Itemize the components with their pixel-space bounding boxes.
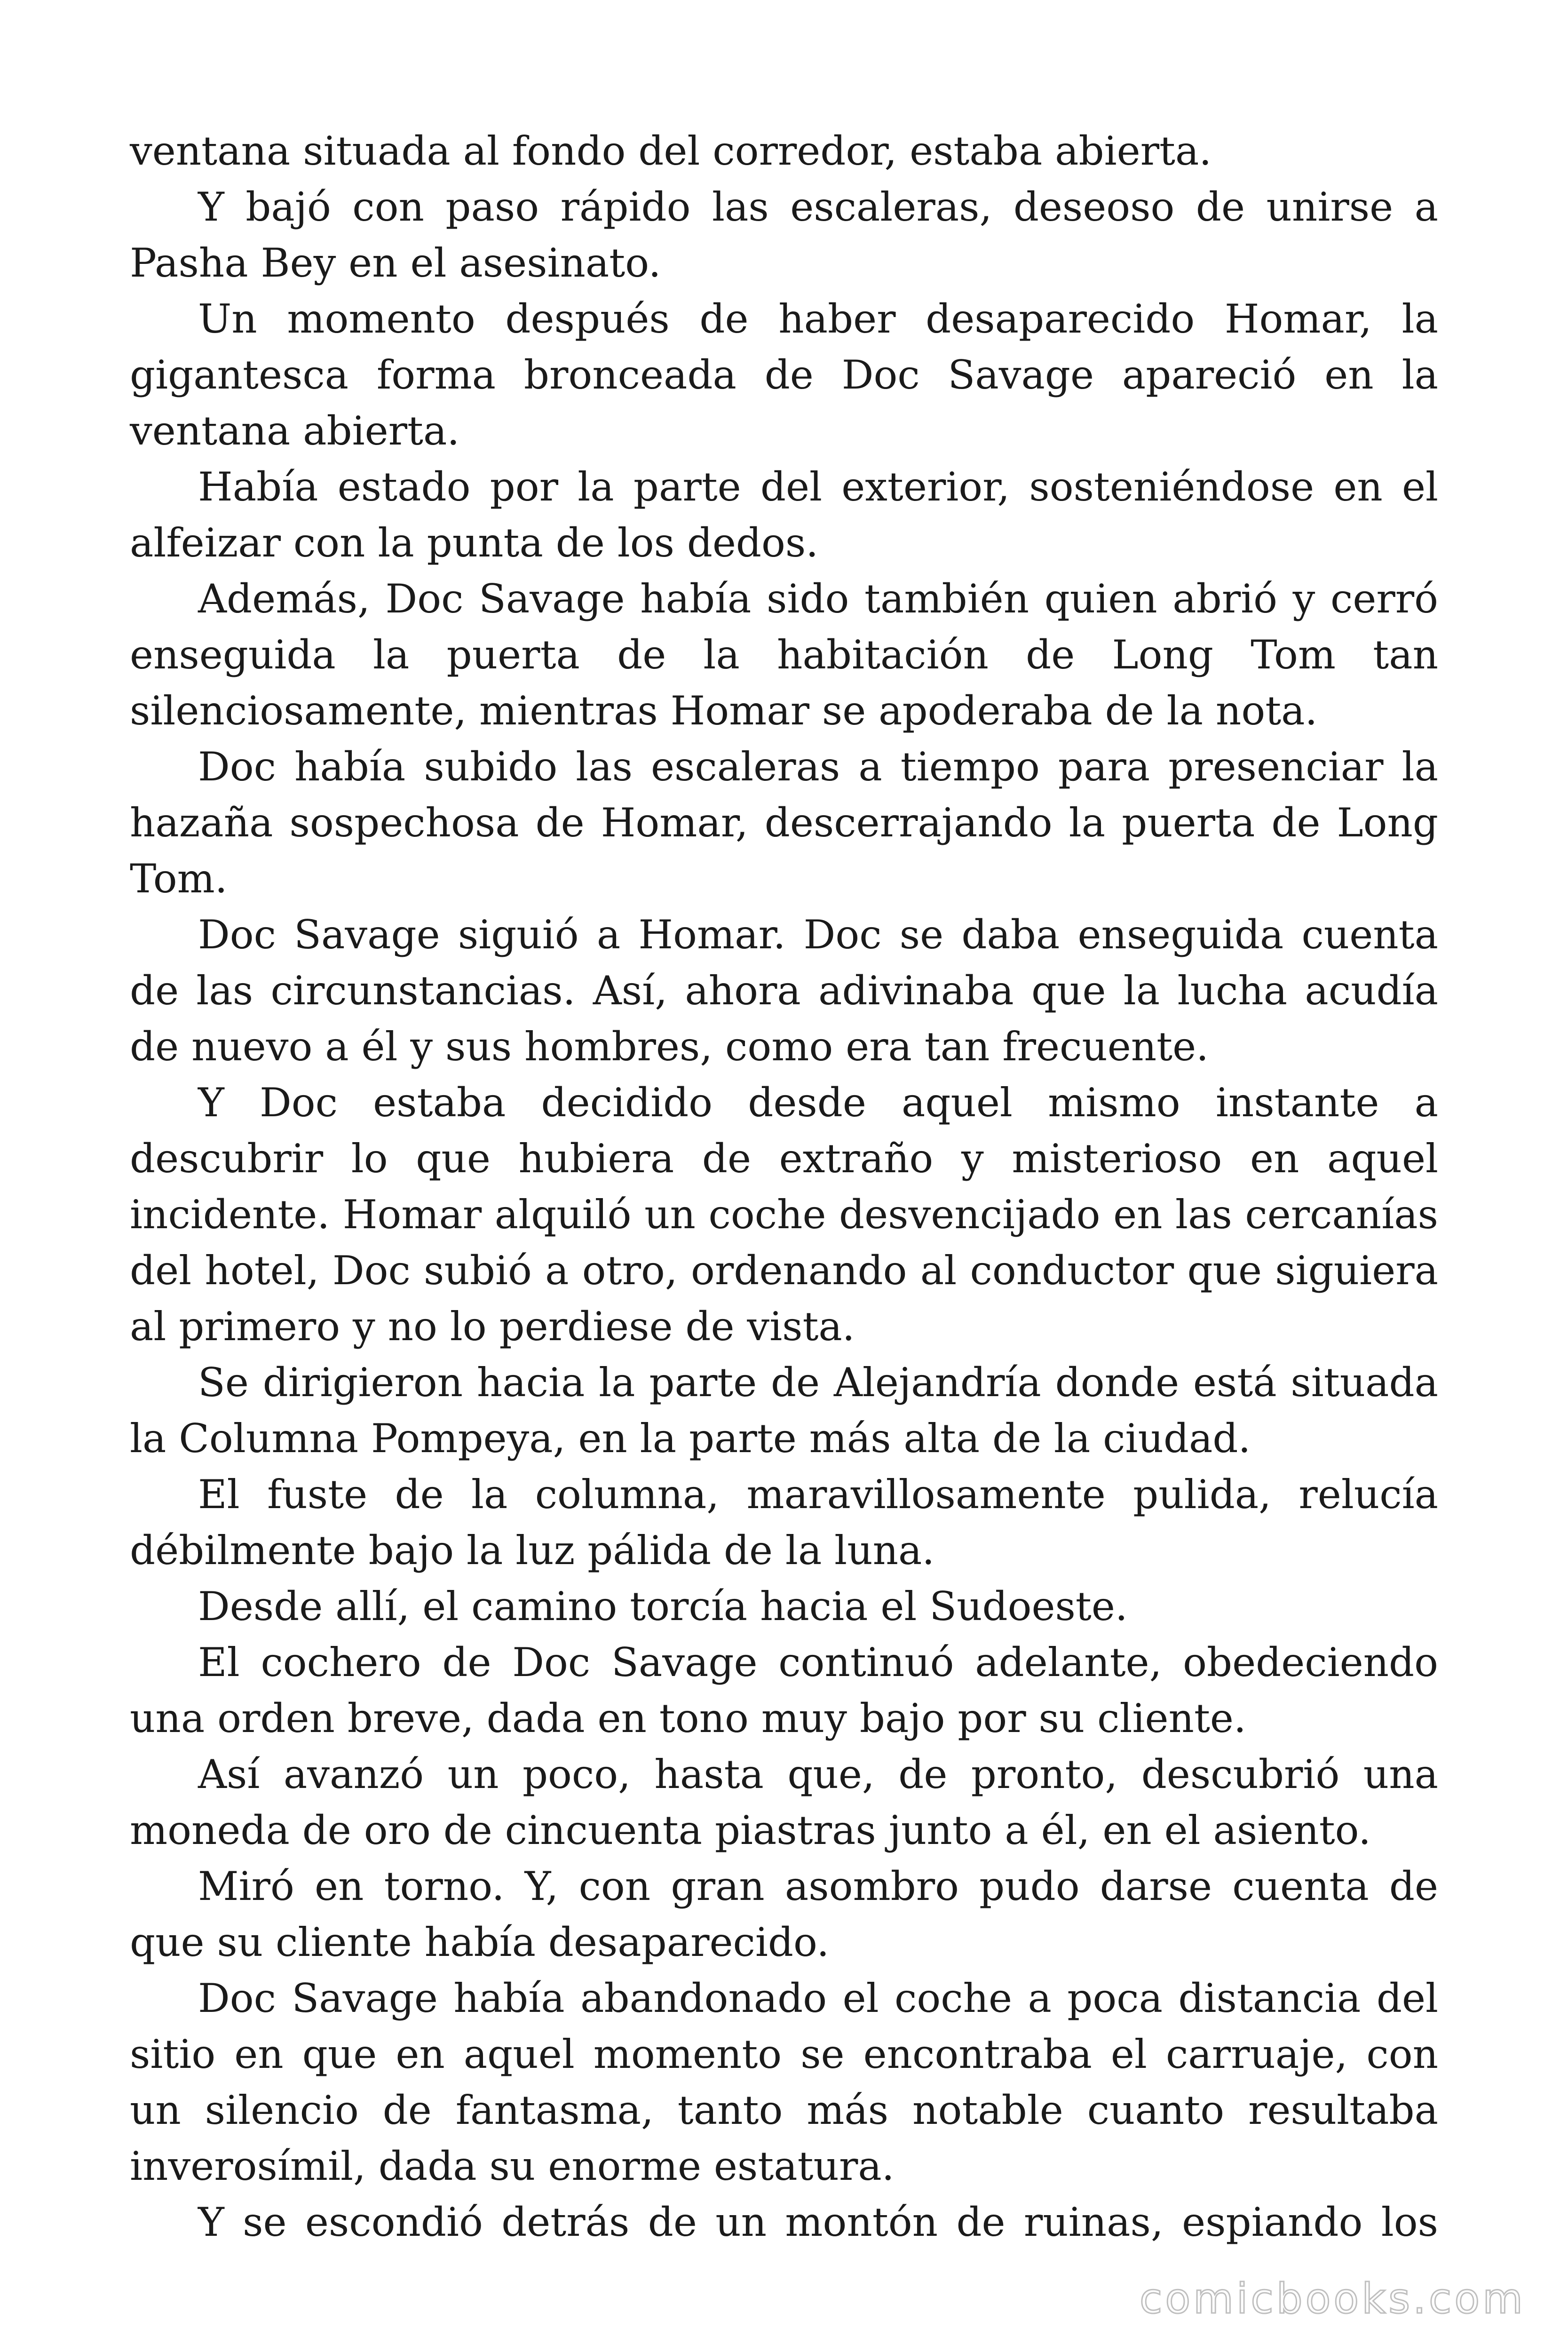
paragraph: Doc había subido las escaleras a tiempo para presenciar la hazaña sospechosa de Homar, descerrajando la puerta de Long Tom.: [130, 744, 1438, 902]
paragraph: Desde allí, el camino torcía hacia el Sudoeste.: [198, 1583, 1128, 1629]
paragraph: El cochero de Doc Savage continuó adelante, obedeciendo una orden breve, dada en tono muy bajo por su cliente.: [130, 1639, 1438, 1741]
paragraph: Había estado por la parte del exterior, sosteniéndose en el alfeizar con la punta de los dedos.: [130, 464, 1438, 566]
paragraph: Además, Doc Savage había sido también quien abrió y cerró enseguida la puerta de la habitación de Long Tom tan silenciosamente, mientras Homar se apoderaba de la nota.: [130, 576, 1438, 734]
paragraph: Un momento después de haber desaparecido Homar, la gigantesca forma bronceada de Doc Savage apareció en la ventana abierta.: [130, 296, 1438, 454]
paragraph: El fuste de la columna, maravillosamente pulida, relucía débilmente bajo la luz pálida de la luna.: [130, 1471, 1438, 1573]
watermark: comicbooks.com: [1139, 2274, 1526, 2323]
paragraph: Doc Savage siguió a Homar. Doc se daba enseguida cuenta de las circunstancias. Así, ahora adivinaba que la lucha acudía de nuevo a él y sus hombres, como era tan frecuente.: [130, 912, 1438, 1070]
page-text: [130, 123, 1438, 2250]
paragraph: Doc Savage había abandonado el coche a poca distancia del sitio en que en aquel momento se encontraba el carruaje, con un silencio de fantasma, tanto más notable cuanto resultaba inverosímil, dada su enorme estatura.: [130, 1975, 1438, 2189]
paragraph: Y bajó con paso rápido las escaleras, deseoso de unirse a Pasha Bey en el asesinato.: [130, 184, 1438, 286]
paragraph: Miró en torno. Y, con gran asombro pudo darse cuenta de que su cliente había desaparecido.: [130, 1863, 1438, 1965]
paragraph: Así avanzó un poco, hasta que, de pronto, descubrió una moneda de oro de cincuenta piastras junto a él, en el asiento.: [130, 1751, 1438, 1853]
paragraph: Y Doc estaba decidido desde aquel mismo instante a descubrir lo que hubiera de extraño y misterioso en aquel incidente. Homar alquiló un coche desvencijado en las cercanías del hotel, Doc subió a otro, ordenando al conductor que siguiera al primero y no lo perdiese de vista.: [130, 1080, 1438, 1350]
paragraph: Se dirigieron hacia la parte de Alejandría donde está situada la Columna Pompeya, en la parte más alta de la ciudad.: [130, 1359, 1438, 1462]
paragraph: ventana situada al fondo del corredor, estaba abierta.: [130, 128, 1212, 174]
paragraph: Y se escondió detrás de un montón de ruinas, espiando los: [198, 2199, 1438, 2245]
